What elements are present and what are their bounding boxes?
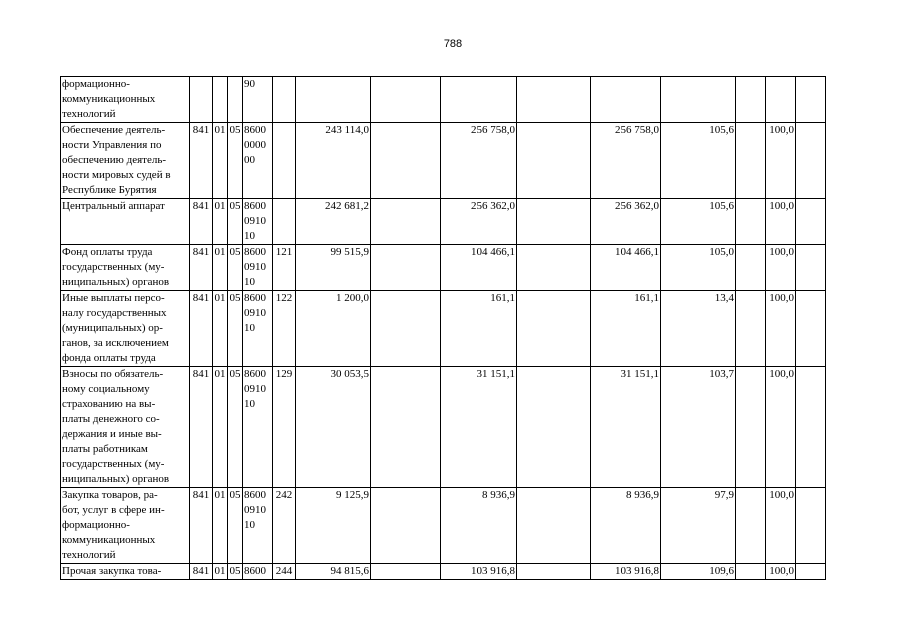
cell-percent-1 <box>661 488 736 564</box>
cell-name-line: бот, услуг в сфере ин- <box>62 504 165 516</box>
cell-subsection <box>228 199 243 245</box>
cell-empty <box>371 564 441 580</box>
cell-value-2 <box>441 123 517 199</box>
cell-percent-1-text: 97,9 <box>714 489 734 501</box>
cell-subsection-text: 05 <box>229 200 241 212</box>
cell-target-article <box>243 123 273 199</box>
cell-name-line: ниципальных) органов <box>62 473 170 485</box>
cell-value-1 <box>296 123 371 199</box>
cell-percent-2-text: 100,0 <box>769 124 794 136</box>
cell-subsection-text: 05 <box>229 246 241 258</box>
cell-value-2 <box>441 564 517 580</box>
cell-empty <box>796 199 826 245</box>
cell-name-line: формационно- <box>62 78 130 90</box>
cell-admin-code <box>190 367 213 488</box>
cell-target-article-line: 0910 <box>244 307 266 319</box>
cell-target-article <box>243 199 273 245</box>
cell-subsection <box>228 123 243 199</box>
cell-name <box>61 199 190 245</box>
cell-target-article <box>243 245 273 291</box>
cell-subsection <box>228 367 243 488</box>
cell-value-3-text: 104 466,1 <box>615 246 659 258</box>
cell-value-2-text: 31 151,1 <box>476 368 515 380</box>
cell-value-3 <box>591 291 661 367</box>
cell-section <box>213 291 228 367</box>
cell-value-1 <box>296 367 371 488</box>
cell-value-1-text: 99 515,9 <box>330 246 369 258</box>
cell-expense-type-text: 129 <box>275 368 293 380</box>
cell-subsection-text: 05 <box>229 292 241 304</box>
page-number: 788 <box>443 38 463 50</box>
cell-name-line: государственных (му- <box>62 458 165 470</box>
cell-value-2-text: 256 362,0 <box>471 200 515 212</box>
cell-empty <box>517 199 591 245</box>
cell-value-3-text: 31 151,1 <box>620 368 659 380</box>
cell-subsection <box>228 488 243 564</box>
cell-percent-1 <box>661 77 736 123</box>
cell-percent-2 <box>766 291 796 367</box>
cell-name-line: государственных (му- <box>62 261 165 273</box>
cell-value-1 <box>296 245 371 291</box>
cell-target-article-line: 8600 <box>244 200 266 212</box>
cell-admin-code-text: 841 <box>192 124 210 136</box>
cell-name-line: технологий <box>62 549 116 561</box>
cell-section <box>213 245 228 291</box>
cell-target-article <box>243 291 273 367</box>
cell-name-line: Иные выплаты персо- <box>62 292 165 304</box>
cell-value-3-text: 8 936,9 <box>626 489 659 501</box>
cell-value-1-text: 9 125,9 <box>336 489 369 501</box>
table-row <box>61 488 826 564</box>
cell-name <box>61 245 190 291</box>
cell-percent-2 <box>766 199 796 245</box>
cell-empty <box>371 199 441 245</box>
cell-subsection-text: 05 <box>229 368 241 380</box>
cell-admin-code <box>190 291 213 367</box>
cell-name-line: ному социальному <box>62 383 150 395</box>
cell-subsection-text: 05 <box>229 565 241 577</box>
cell-value-1 <box>296 488 371 564</box>
table-row <box>61 199 826 245</box>
cell-empty <box>371 77 441 123</box>
cell-value-2-text: 103 916,8 <box>471 565 515 577</box>
cell-value-3-text: 256 362,0 <box>615 200 659 212</box>
cell-percent-1 <box>661 245 736 291</box>
cell-empty <box>517 245 591 291</box>
cell-value-1-text: 94 815,6 <box>330 565 369 577</box>
table-row <box>61 123 826 199</box>
cell-subsection <box>228 291 243 367</box>
cell-empty <box>736 367 766 488</box>
cell-value-1-text: 30 053,5 <box>330 368 369 380</box>
cell-empty <box>736 488 766 564</box>
cell-target-article-line: 90 <box>244 78 255 90</box>
cell-section-text: 01 <box>214 565 226 577</box>
cell-percent-2-text: 100,0 <box>769 368 794 380</box>
cell-value-2-text: 104 466,1 <box>471 246 515 258</box>
cell-target-article-line: 0910 <box>244 261 266 273</box>
cell-empty <box>517 77 591 123</box>
cell-admin-code-text: 841 <box>192 200 210 212</box>
cell-empty <box>736 564 766 580</box>
cell-expense-type-text: 121 <box>275 246 293 258</box>
cell-name-line: Прочая закупка това- <box>62 565 162 577</box>
cell-expense-type-text: 122 <box>275 292 293 304</box>
cell-name <box>61 488 190 564</box>
cell-name-line: держания и иные вы- <box>62 428 162 440</box>
cell-percent-2-text: 100,0 <box>769 200 794 212</box>
cell-target-article-line: 8600 <box>244 124 266 136</box>
cell-empty <box>796 367 826 488</box>
cell-value-2 <box>441 367 517 488</box>
budget-table <box>60 76 826 580</box>
cell-value-2-text: 256 758,0 <box>471 124 515 136</box>
cell-value-3-text: 256 758,0 <box>615 124 659 136</box>
cell-expense-type <box>273 291 296 367</box>
table-row <box>61 291 826 367</box>
cell-percent-2 <box>766 123 796 199</box>
cell-empty <box>517 564 591 580</box>
cell-percent-1-text: 105,0 <box>709 246 734 258</box>
cell-target-article-line: 8600 <box>244 368 266 380</box>
cell-admin-code-text: 841 <box>192 246 210 258</box>
cell-value-3 <box>591 367 661 488</box>
cell-value-2 <box>441 488 517 564</box>
cell-name-line: ности Управления по <box>62 139 162 151</box>
cell-name-line: коммуникационных <box>62 534 156 546</box>
cell-name <box>61 77 190 123</box>
cell-target-article-line: 10 <box>244 519 255 531</box>
cell-target-article-line: 8600 <box>244 565 266 577</box>
cell-value-2-text: 161,1 <box>490 292 515 304</box>
cell-empty <box>796 291 826 367</box>
cell-section <box>213 367 228 488</box>
cell-target-article <box>243 488 273 564</box>
cell-value-1 <box>296 199 371 245</box>
cell-value-2 <box>441 245 517 291</box>
cell-empty <box>371 123 441 199</box>
cell-empty <box>736 291 766 367</box>
cell-admin-code <box>190 564 213 580</box>
cell-empty <box>517 123 591 199</box>
table-row <box>61 77 826 123</box>
cell-percent-1 <box>661 367 736 488</box>
cell-percent-1-text: 105,6 <box>709 200 734 212</box>
cell-value-2 <box>441 291 517 367</box>
cell-name-line: ниципальных) органов <box>62 276 170 288</box>
cell-name-line: фонда оплаты труда <box>62 352 156 364</box>
cell-expense-type <box>273 564 296 580</box>
cell-name-line: обеспечению деятель- <box>62 154 167 166</box>
cell-name <box>61 367 190 488</box>
cell-name-line: коммуникационных <box>62 93 156 105</box>
cell-section <box>213 564 228 580</box>
cell-name-line: Центральный аппарат <box>62 200 165 212</box>
cell-empty <box>517 488 591 564</box>
cell-value-3-text: 103 916,8 <box>615 565 659 577</box>
cell-name <box>61 564 190 580</box>
cell-expense-type-text: 242 <box>275 489 293 501</box>
cell-target-article-line: 8600 <box>244 246 266 258</box>
cell-value-3 <box>591 123 661 199</box>
cell-percent-2 <box>766 245 796 291</box>
cell-admin-code-text: 841 <box>192 489 210 501</box>
cell-name-line: ганов, за исключением <box>62 337 169 349</box>
cell-percent-1-text: 13,4 <box>714 292 734 304</box>
cell-name-line: Взносы по обязатель- <box>62 368 164 380</box>
cell-expense-type <box>273 199 296 245</box>
cell-percent-2 <box>766 367 796 488</box>
cell-target-article-line: 8600 <box>244 489 266 501</box>
cell-name-line: платы денежного со- <box>62 413 160 425</box>
cell-percent-1 <box>661 123 736 199</box>
cell-name-line: ности мировых судей в <box>62 169 171 181</box>
cell-expense-type <box>273 123 296 199</box>
table-row <box>61 564 826 580</box>
cell-name <box>61 123 190 199</box>
cell-target-article <box>243 564 273 580</box>
cell-empty <box>796 123 826 199</box>
cell-percent-2-text: 100,0 <box>769 292 794 304</box>
cell-name-line: страхованию на вы- <box>62 398 156 410</box>
cell-admin-code <box>190 77 213 123</box>
cell-admin-code <box>190 123 213 199</box>
cell-percent-2-text: 100,0 <box>769 489 794 501</box>
cell-section <box>213 77 228 123</box>
cell-admin-code <box>190 488 213 564</box>
cell-section <box>213 123 228 199</box>
cell-empty <box>517 291 591 367</box>
cell-target-article-line: 0000 <box>244 139 266 151</box>
cell-value-3 <box>591 199 661 245</box>
cell-admin-code-text: 841 <box>192 565 210 577</box>
cell-target-article <box>243 77 273 123</box>
cell-percent-1-text: 109,6 <box>709 565 734 577</box>
cell-expense-type <box>273 245 296 291</box>
cell-percent-2 <box>766 488 796 564</box>
cell-section-text: 01 <box>214 124 226 136</box>
cell-empty <box>517 367 591 488</box>
cell-admin-code-text: 841 <box>192 292 210 304</box>
cell-target-article-line: 10 <box>244 322 255 334</box>
cell-name-line: (муниципальных) ор- <box>62 322 163 334</box>
cell-target-article-line: 00 <box>244 154 255 166</box>
cell-admin-code <box>190 199 213 245</box>
cell-section-text: 01 <box>214 368 226 380</box>
cell-empty <box>796 488 826 564</box>
cell-section-text: 01 <box>214 246 226 258</box>
cell-empty <box>736 245 766 291</box>
cell-name-line: технологий <box>62 108 116 120</box>
cell-value-2 <box>441 199 517 245</box>
cell-empty <box>736 199 766 245</box>
cell-name-line: Республике Бурятия <box>62 184 157 196</box>
cell-value-2-text: 8 936,9 <box>482 489 515 501</box>
cell-percent-1-text: 103,7 <box>709 368 734 380</box>
cell-target-article-line: 0910 <box>244 504 266 516</box>
cell-percent-2 <box>766 77 796 123</box>
cell-percent-2 <box>766 564 796 580</box>
table-row <box>61 367 826 488</box>
cell-empty <box>736 123 766 199</box>
cell-value-2 <box>441 77 517 123</box>
cell-name-line: платы работникам <box>62 443 148 455</box>
cell-subsection-text: 05 <box>229 489 241 501</box>
cell-empty <box>796 564 826 580</box>
table-body <box>61 77 826 580</box>
cell-value-3 <box>591 564 661 580</box>
cell-value-1 <box>296 77 371 123</box>
cell-empty <box>371 245 441 291</box>
cell-percent-1 <box>661 291 736 367</box>
cell-subsection <box>228 564 243 580</box>
cell-target-article-line: 10 <box>244 230 255 242</box>
cell-name-line: Обеспечение деятель- <box>62 124 166 136</box>
cell-section-text: 01 <box>214 200 226 212</box>
cell-value-1 <box>296 291 371 367</box>
cell-name-line: Закупка товаров, ра- <box>62 489 158 501</box>
cell-percent-2-text: 100,0 <box>769 565 794 577</box>
cell-empty <box>796 245 826 291</box>
cell-section-text: 01 <box>214 489 226 501</box>
cell-name <box>61 291 190 367</box>
cell-value-1-text: 242 681,2 <box>325 200 369 212</box>
cell-percent-1-text: 105,6 <box>709 124 734 136</box>
cell-empty <box>371 367 441 488</box>
cell-expense-type <box>273 77 296 123</box>
cell-empty <box>736 77 766 123</box>
cell-subsection <box>228 77 243 123</box>
cell-name-line: налу государственных <box>62 307 167 319</box>
cell-target-article-line: 10 <box>244 276 255 288</box>
cell-percent-2-text: 100,0 <box>769 246 794 258</box>
cell-empty <box>371 291 441 367</box>
cell-empty <box>371 488 441 564</box>
cell-target-article <box>243 367 273 488</box>
cell-expense-type <box>273 488 296 564</box>
cell-value-1 <box>296 564 371 580</box>
cell-value-3 <box>591 77 661 123</box>
cell-value-3 <box>591 488 661 564</box>
cell-value-1-text: 1 200,0 <box>336 292 369 304</box>
cell-empty <box>796 77 826 123</box>
cell-section-text: 01 <box>214 292 226 304</box>
cell-value-1-text: 243 114,0 <box>325 124 369 136</box>
cell-percent-1 <box>661 199 736 245</box>
cell-target-article-line: 8600 <box>244 292 266 304</box>
cell-subsection <box>228 245 243 291</box>
cell-admin-code <box>190 245 213 291</box>
cell-expense-type <box>273 367 296 488</box>
cell-name-line: Фонд оплаты труда <box>62 246 153 258</box>
cell-target-article-line: 0910 <box>244 383 266 395</box>
cell-target-article-line: 0910 <box>244 215 266 227</box>
cell-percent-1 <box>661 564 736 580</box>
cell-section <box>213 488 228 564</box>
cell-value-3-text: 161,1 <box>634 292 659 304</box>
cell-name-line: формационно- <box>62 519 130 531</box>
table-row <box>61 245 826 291</box>
cell-admin-code-text: 841 <box>192 368 210 380</box>
cell-value-3 <box>591 245 661 291</box>
cell-subsection-text: 05 <box>229 124 241 136</box>
cell-expense-type-text: 244 <box>275 565 293 577</box>
cell-section <box>213 199 228 245</box>
cell-target-article-line: 10 <box>244 398 255 410</box>
